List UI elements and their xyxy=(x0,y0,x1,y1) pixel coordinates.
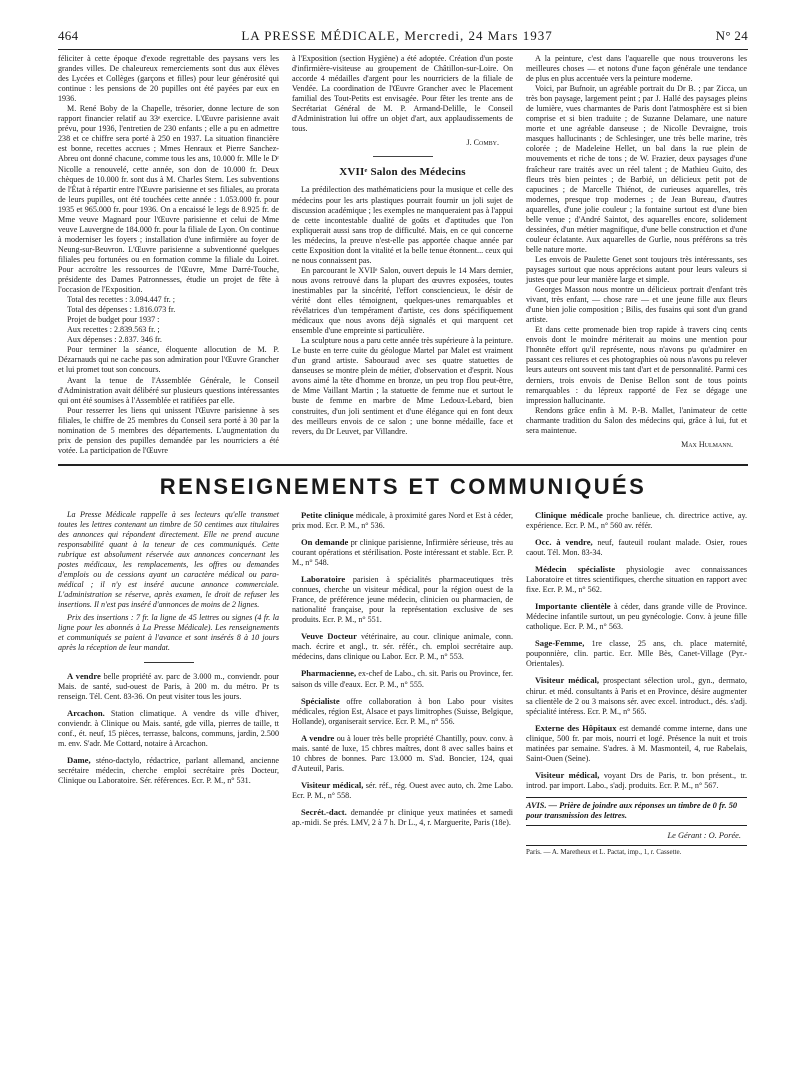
budget-line: Aux dépenses : 2.837. 346 fr. xyxy=(67,335,162,345)
page-number: 464 xyxy=(58,28,79,43)
classified-ad: Spécialiste offre collaboration à bon Labo pour visites médicales, région Est, Alsace et pays limitrophes (Suisse, Belgique, Hollande), organiserait service. Ecr. P. M., n° 556. xyxy=(292,695,513,726)
paragraph: à l'Exposition (section Hygiène) a été adoptée. Création d'un poste d'infirmière-visiteuse au groupement de Châtillon-sur-Loire. On accorde 4 médailles d'argent pour les nourriciers de la filiale de Vendée. La coordination de l'Œuvre Grancher avec le Placement familial des Tout-Petits est envisagée. Pour fêter les trente ans de Secrétariat Général de M. P. Armand-Delille, le Conseil d'Administration lui offre un objet d'art, aux applaudissements de tous. xyxy=(292,54,513,134)
paragraph: Pour terminer la séance, éloquente allocution de M. P. Dézarnauds qui ne cache pas son admiration pour l'Œuvre Grancher et lui promet tout son concours. xyxy=(58,345,279,375)
page-header xyxy=(58,28,748,44)
paragraph: Voici, par Bufnoir, un agréable portrait du Dr B. ; par Zicca, un très bon paysage, largement peint ; par J. Hallé des paysages pleins de lumière, vues charmantes de Paris dont l'atmosphère est si bien comprise et si bien traduite ; de Suzanne Delamare, une nature morte et une agréable danseuse ; de Nicolle Devraigne, trois masques hallucinants ; de Schlesinger, une très belle marine, très colorée ; de Madeleine Hellet, un bal dans la rue plein de mouvements et riche de tons ; de W. Frazier, deux paysages d'une fraîcheur rare traités avec un réel talent ; de Mathieu Guito, des fleurs très bien peintes ; de Barbié, un délicieux petit pot de capucines ; de Marcelle Thiénot, de curieuses aquarelles, très modernes, presque trop modernes ; de Jean Bureau, d'autres aquarelles, d'une jolie couleur ; la fontaine surtout est d'une bien belle venue ; d'André Saintot, des aquarelles encore, solidement dessinées, d'un métier magnifique, d'une belle construction et d'une couleur éclatante. Aux aquarelles de Gurlie, nous préférons sa très belle nature morte. xyxy=(526,84,747,254)
paragraph: En parcourant le XVIIᵉ Salon, ouvert depuis le 14 Mars dernier, nous avons retrouvé dans la plupart des œuvres exposées, toutes inestimables par la sincérité, l'effort consciencieux, le désir de vérité dont elles témoignent, quelques-unes remarquables et révélatrices d'un tempérament d'artiste, ces dons spécifiquement médicaux que nous avons déjà signalés et qui marquent cet ensemble d'une empreinte si particulière. xyxy=(292,265,513,336)
paragraph: féliciter à cette époque d'exode regrettable des paysans vers les grandes villes. De chaleureux remerciements sont dus aux élèves des Lycées et Collèges (garçons et filles) pour leur générosité qui continue : les pensions de 20 pupilles ont été payées par eux en 1936. xyxy=(58,54,279,104)
section-title: RENSEIGNEMENTS ET COMMUNIQUÉS xyxy=(159,473,647,499)
classified-ad: Importante clientèle à céder, dans grande ville de Province. Médecine infantile surtout, un peu gynécologie. Conv. à jeune fille catholique. Ecr. P. M., n° 563. xyxy=(526,601,747,632)
classified-ad: Sage-Femme, 1re classe, 25 ans, ch. place maternité, pouponnière, clin. partic. Ecr. Mlle Bès, Canet-Village (Pyr.-Orientales). xyxy=(526,638,747,669)
classified-ad: Pharmacienne, ex-chef de Labo., ch. sit. Paris ou Province, fer. saison ds ville d'eaux. Ecr. P. M., n° 555. xyxy=(292,668,514,689)
classified-ad: Visiteur médical, prospectant sélection urol., gyn., dermato, chirur. et méd. consultants à Paris et en Province, désire augmenter sa clientèle de 2 ou 3 maisons sér. avec excel. introduct., dés. s'adj. spécialité intéress. Ecr. P. M., n° 565. xyxy=(526,675,747,716)
paragraph: Les envois de Paulette Genet sont toujours très intéressants, ses paysages surtout que nous apprécions autant pour leurs valeurs si justes que pour leur manière large et simple. xyxy=(526,254,747,285)
classified-ad: Veuve Docteur vétérinaire, au cour. clinique animale, conn. mach. écrire et angl., tr. sér. référ., ch. emploi secrétaire aup. médecins, dans clinique ou Labor. Ecr. P. M., n° 553. xyxy=(292,631,514,662)
budget-line: Total des dépenses : 1.816.073 fr. xyxy=(67,305,176,315)
divider xyxy=(373,156,433,157)
column-3 xyxy=(526,54,747,456)
classified-ad: Laboratoire parisien à spécialités pharmaceutiques très connues, cherche un visiteur médical, pour la région ouest de la France, de préférence jeune médecin, clinicien ou pharmacien, de nationalité française, pour la représentation exclusive de ses produits. Ecr. P. M., n° 551. xyxy=(292,574,513,625)
journal-title: LA PRESSE MÉDICALE, Mercredi, 24 Mars 1937 xyxy=(241,28,553,43)
classified-ad: Visiteur médical, sér. réf., rég. Ouest avec auto, ch. 2me Labo. Ecr. P. M., n° 558. xyxy=(292,779,513,800)
paragraph: Rendons grâce enfin à M. P.-B. Mallet, l'animateur de cette charmante tradition du Salon des médecins qui, grâce à lui, fut et sera maintenue. xyxy=(526,405,747,435)
budget-line: Aux recettes : 2.839.563 fr. ; xyxy=(67,325,160,335)
avis-notice: AVIS. — Prière de joindre aux réponses un timbre de 0 fr. 50 pour transmission des lettres. xyxy=(526,797,747,826)
classified-ad: Arcachon. Station climatique. A vendre ds ville d'hiver, conviendr. à Clinique ou Mais. santé, gde villa, pierres de taille, tt conf., ét. neuf, 15 pièces, terrasse, balcons, communs, jardin, 2.500 m. env. S'adr. Me Cottard, notaire à Arcachon. xyxy=(58,707,279,748)
divider xyxy=(144,662,194,663)
classified-ad: Clinique médicale proche banlieue, ch. directrice active, ay. expérience. Ecr. P. M., n° 560 av. référ. xyxy=(526,509,748,530)
classified-ad: Visiteur médical, voyant Drs de Paris, tr. bon présent., tr. introd. par import. Labo., s'adj. produits. Ecr. P. M., n° 567. xyxy=(526,769,747,790)
classifieds-column-2 xyxy=(292,510,513,857)
section-rule xyxy=(58,464,748,466)
author-signature: Max Hulmann. xyxy=(681,439,733,449)
classified-ad: Médecin spécialiste physiologie avec connaissances Laboratoire et titres scientifiques, cherche situation en rapport avec fixe. Ecr. P. M., n° 562. xyxy=(526,564,747,595)
classified-ad: Dame, sténo-dactylo, rédactrice, parlant allemand, ancienne secrétaire médecin, cherche emploi secrétaire près Docteur, Clinique ou Laboratoire. Sér. références. Ecr. P. M., n° 531. xyxy=(58,754,279,785)
notice-prices: Prix des insertions : 7 fr. la ligne de 45 lettres ou signes (4 fr. la ligne pour les abonnés à La Presse Médicale). Les renseignements et communiqués se paient à l'avance et sont insérés 8 à 10 jours après la réception de leur mandat. xyxy=(58,613,279,653)
paragraph: La sculpture nous a paru cette année très supérieure à la peinture. Le buste en terre cuite du géologue Martel par Malet est vraiment d'un grand artiste. Sabouraud avec ses quatre statuettes de danseuses se montre plein de métier, d'observation et d'esprit. Nous avons aimé la tête d'homme en bronze, un peu trop flou peut-être, de Mme Vaillant Martin ; la statuette de femme nue et surtout le buste de femme en marbre de Mme Ledoux-Lebard, bien construites, d'un joli sentiment et d'une élégance qui en font deux des meilleurs envois de ce salon ; une bonne médaille, face et revers, du Dr Leuvet, par Villandre. xyxy=(292,336,513,436)
page xyxy=(58,28,748,857)
classified-ad: A vendre ou à louer très belle propriété Chantilly, pouv. conv. à mais. santé de luxe, 15 chbres maîtres, dont 8 avec salles bains et 10 chbres de bonnes. Parc 13.000 m. S'ad. Boncier, 124, quai d'Auteuil, Paris. xyxy=(292,732,513,773)
gerant-line: Le Gérant : O. Porée. xyxy=(667,830,741,840)
issue-number: N° 24 xyxy=(715,28,748,43)
classified-ad: A vendre belle propriété av. parc de 3.000 m., conviendr. pour Mais. de santé, sud-ouest de Paris, à 200 m. du métro. Pr ts renseign. Tél. Cent. 83-36. On peut visiter tous les jours. xyxy=(58,670,279,701)
notice-text: La Presse Médicale rappelle à ses lecteurs qu'elle transmet toutes les lettres contenant un timbre de 50 centimes aux titulaires des annonces qui répondent directement. Elle ne prend aucune responsabilité quant à la teneur de ces communiqués. Cette rubrique est absolument réservée aux annonces concernant les postes médicaux, les remplacements, les offres ou demandes d'emplois ou de cessions ayant un caractère médical ou para-médical ; il n'y est inséré aucune annonce commerciale. L'administration se réserve, après examen, le droit de refuser les insertions. Il n'est pas inséré d'annonces de moins de 2 lignes. xyxy=(58,509,279,610)
paragraph: Pour resserrer les liens qui unissent l'Œuvre parisienne à ses filiales, le chiffre de 25 membres du Conseil sera porté à 30 par la nomination de 5 membres des départements. L'augmentation du prix de pension des pupilles demandée par les nourriciers a été votée. La participation de l'Œuvre xyxy=(58,405,279,455)
paragraph: Avant la tenue de l'Assemblée Générale, le Conseil d'Administration avait délibéré sur plusieurs questions intéressantes qui ont été soumises à l'Assemblée et ratifiées par elle. xyxy=(58,375,279,405)
classifieds-column-3 xyxy=(526,510,747,857)
paragraph: Georges Masson nous montre un délicieux portrait d'enfant très vivant, très enfant, — chose rare — et une jeune fille aux fleurs d'une bien jolie composition ; Bilis, des fusains qui sont d'un grand artiste. xyxy=(526,285,747,325)
author-signature: J. Comby. xyxy=(466,138,499,148)
classified-ad: Occ. à vendre, neuf, fauteuil roulant malade. Osier, roues caout. Tél. Mon. 83-34. xyxy=(526,536,747,558)
paragraph: M. René Boby de la Chapelle, trésorier, donne lecture de son rapport financier relatif au 33ᵉ exercice. L'Œuvre parisienne avait prévu, pour 1936, l'entretien de 230 enfants ; elle a pu en admettre 238 et ce chiffre sera porté à 250 en 1937. La situation financière est bonne, recettes accrues ; Mmes Henraux et Pierre Sanchez-Abreu ont donné chacune, comme tous les ans, 10.000 fr. Mlle le Dʳ Nicolle a renouvelé, cette année, son don de 10.000 fr. Deux chèques de 10.000 fr. sont dus à M. Charles Stern. Les subventions de l'État à répartir entre l'Œuvre parisienne et ses filiales, au prorata de leurs pupilles, ont été touchées cette année : 1.053.000 fr. pour 1935 et 965.000 fr. pour 1936. On a encaissé le legs de 8.925 fr. de Mme veuve Magnard pour l'Œuvre parisienne et celui de Mme veuve Lauvergne de 184.000 fr. pour la filiale de Lyon. On continue à moderniser les foyers ; installation d'une infirmière au foyer de Neung-sur-Beuvron. L'Œuvre parisienne a subventionné quelques filiales peu fortunées ou en formation comme la filiale du Loiret. Pour accroître les ressources de l'Œuvre, Mme Darré-Touche, présidente des Dames Patronnesses, étudie un projet de fête à l'occasion de l'Exposition. xyxy=(58,104,279,295)
notice-box xyxy=(58,510,279,654)
header-rule xyxy=(58,49,748,50)
classifieds xyxy=(58,510,748,857)
classified-ad: On demande pr clinique parisienne, Infirmière sérieuse, très au courant opérations et stérilisation. Poste intéressant et stable. Ecr. P. M., n° 548. xyxy=(292,536,513,568)
budget-line: Projet de budget pour 1937 : xyxy=(67,315,160,325)
paragraph: La prédilection des mathématiciens pour la musique et celle des médecins pour les arts plastiques pourrait fournir un joli sujet de discussion académique ; les exemples ne manqueraient pas à l'appui de cette incontestable dualité de goûts et d'aptitudes que l'on expliquerait aussi sans trop de difficulté. Mais, en ce qui concerne les médecins, la preuve n'est-elle pas apportée chaque année par cette Exposition dont la vitalité et la belle tenue étonnent... ceux qui ne nous connaissent pas. xyxy=(292,185,513,265)
paragraph: Et dans cette promenade bien trop rapide à travers cinq cents envois dont le moindre mériterait au moins une mention pour l'honnête effort qu'il représente, nous n'avons pu qu'admirer en passant ces reliures et ces photographies où nous n'avons pu relever leurs auteurs ont souvent mis tant d'art et de personnalité. Parmi ces derniers, trois envois de Denise Bellon sont de tous points remarquables : du lépreux rapporté de Fez se dégage une impression hallucinante. xyxy=(526,325,747,405)
paragraph: A la peinture, c'est dans l'aquarelle que nous trouverons les meilleures choses — et notons d'une façon générale une tendance de plus en plus accentuée vers la peinture moderne. xyxy=(526,54,747,84)
column-2 xyxy=(292,54,513,456)
budget-line: Total des recettes : 3.094.447 fr. ; xyxy=(67,295,175,305)
classified-ad: Externe des Hôpitaux est demandé comme interne, dans une clinique, 500 fr. par mois, nourri et logé. Présence la nuit et trois matinées par semaine. S'adres. à M. Masmonteil, 4, rue Rabelais, Saint-Ouen (Seine). xyxy=(526,722,747,763)
classifieds-column-1 xyxy=(58,510,279,857)
salon-heading: XVIIᵉ Salon des Médecins xyxy=(339,166,466,179)
printer-imprint: Paris. — A. Maretheux et L. Pactat, imp., 1, r. Cassette. xyxy=(526,845,747,857)
article-columns xyxy=(58,54,748,456)
classified-ad: Petite clinique médicale, à proximité gares Nord et Est à céder, prix mod. Ecr. P. M., n° 536. xyxy=(292,509,513,530)
classified-ad: Secrét.-dact. demandée pr clinique yeux matinées et samedi ap.-midi. Se prés. LMV, 2 à 7 h. Dr L., 4, r. Marguerite, Paris (18e). xyxy=(292,807,513,828)
column-1 xyxy=(58,54,279,456)
